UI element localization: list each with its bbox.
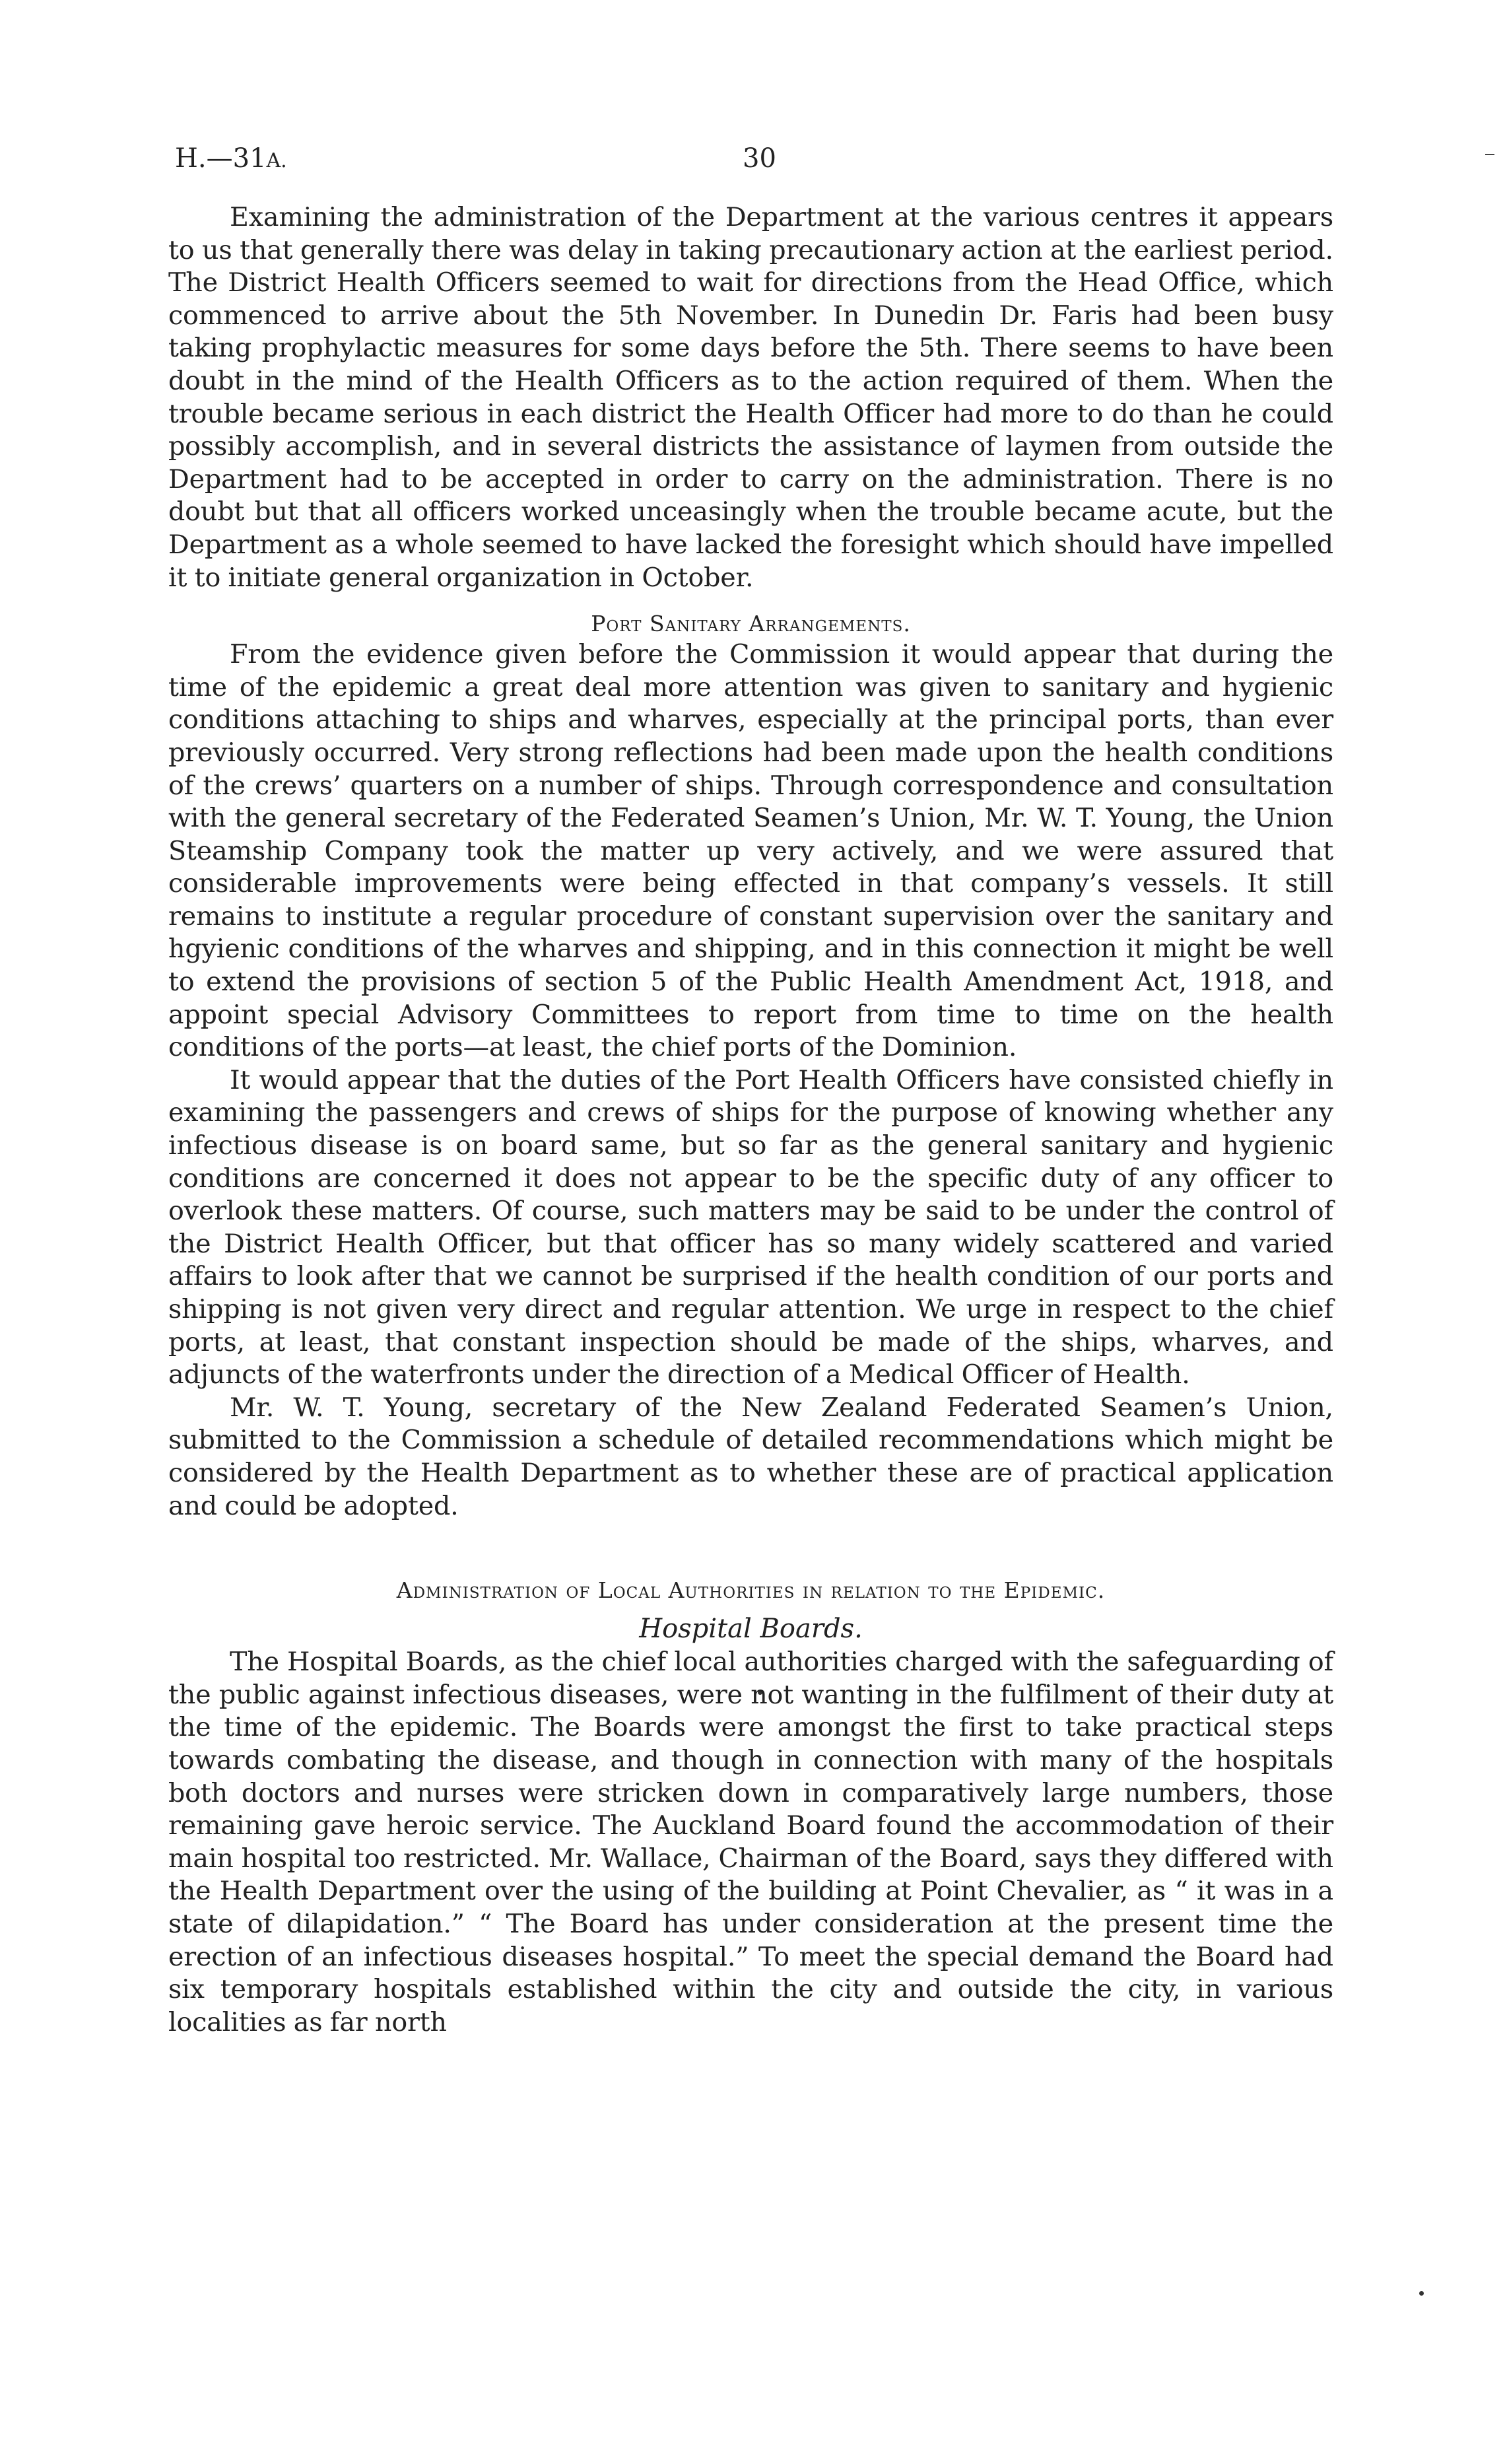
section-heading-local-authorities: Administration of Local Authorities in relation to the Epidemic. [396,1577,1106,1604]
document-page [168,132,1333,2039]
margin-mark [1485,154,1494,155]
body-paragraph: Examining the administration of the Department at the various centres it appears to us that generally there was delay in taking precautionary action at the earliest period. The District Health Officers seemed to wait for directions from the Head Office, which commenced to arrive about the 5th November. In Dunedin Dr. Faris had been busy taking prophylactic measures for some days before the 5th. There seems to have been doubt in the mind of the Health Officers as to the action required of them. When the trouble became serious in each district the Health Officer had more to do than he could possibly accomplish, and in several districts the assistance of laymen from outside the Department had to be accepted in order to carry on the administration. There is no doubt but that all officers worked unceasingly when the trouble became acute, but the Department as a whole seemed to have lacked the foresight which should have impelled it to initiate general organization in October. [168,202,1333,593]
document-reference [175,139,287,181]
body-paragraph: It would appear that the duties of the Port Health Officers have consisted chiefly in examining the passengers and crews of ships for the purpose of knowing whether any infectious disease is on board same, but so far as the general sanitary and hygienic conditions are concerned it does not appear to be the specific duty of any officer to overlook these matters. Of course, such matters may be said to be under the control of the District Health Officer, but that officer has so many widely scattered and varied affairs to look after that we cannot be surprised if the health condition of our ports and shipping is not given very direct and regular attention. We urge in respect to the chief ports, at least, that constant inspection should be made of the ships, wharves, and adjuncts of the waterfronts under the direction of a Medical Officer of Health. [168,1064,1333,1390]
body-paragraph: Mr. W. T. Young, secretary of the New Zealand Federated Seamen’s Union, submitted to the Commission a schedule of detailed recommendations which might be considered by the Health Department as to whether these are of practical application and could be adopted. [168,1392,1333,1521]
body-paragraph: From the evidence given before the Commission it would appear that during the time of the epidemic a great deal more attention was given to sanitary and hygienic conditions attaching to ships and wharves, especially at the principal ports, than ever previously occurred. Very strong reflections had been made upon the health conditions of the crews’ quarters on a number of ships. Through correspondence and consultation with the general secretary of the Federated Seamen’s Union, Mr. W. T. Young, the Union Steamship Company took the matter up very actively, and we were assured that considerable improvements were being effected in that company’s vessels. It still remains to institute a regular procedure of constant supervision over the sanitary and hgyienic conditions of the wharves and shipping, and in this connection it might be well to extend the provisions of section 5 of the Public Health Amendment Act, 1918, and appoint special Advisory Committees to report from time to time on the health conditions of the ports—at least, the chief ports of the Dominion. [168,639,1333,1063]
section-heading-port-sanitary: Port Sanitary Arrangements. [591,611,911,637]
reference-suffix: A. [266,149,287,172]
running-header [168,132,1333,172]
page-number: 30 [743,143,776,174]
reference-main: H.—31 [175,143,267,174]
speck-mark [1419,2291,1424,2296]
body-paragraph: The Hospital Boards, as the chief local authorities charged with the safeguarding of the public against infectious diseases, were not wanting in the fulfilment of their duty at the time of the epidemic. The Boards were amongst the first to take practical steps towards combating the disease, and though in connection with many of the hospitals both doctors and nurses were stricken down in comparatively large numbers, those remaining gave heroic service. The Auckland Board found the accommodation of their main hospital too restricted. Mr. Wallace, Chairman of the Board, says they differed with the Health Department over the using of the building at Point Chevalier, as “ it was in a state of dilapidation.” “ The Board has under consideration at the present time the erection of an infectious diseases hospital.” To meet the special demand the Board had six temporary hospitals established within the city and outside the city, in various localities as far north [168,1647,1333,2037]
subsection-heading-hospital-boards: Hospital Boards. [639,1614,863,1645]
